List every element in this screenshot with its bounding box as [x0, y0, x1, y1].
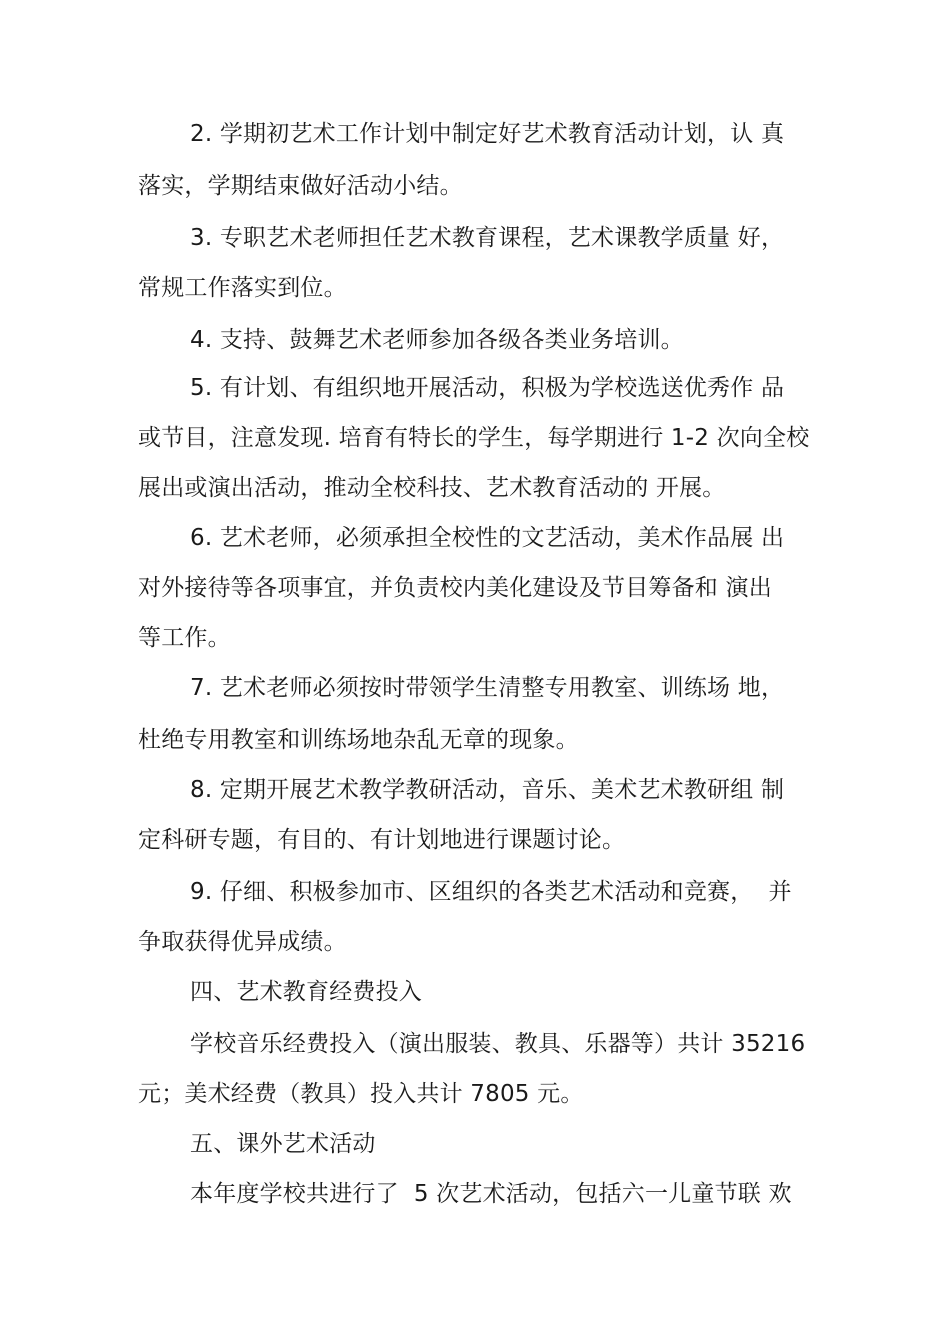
paragraph-line: 2. 学期初艺术工作计划中制定好艺术教育活动计划，认 真: [190, 121, 785, 147]
paragraph-line: 7. 艺术老师必须按时带领学生清整专用教室、训练场 地，: [190, 675, 785, 701]
paragraph-line: 4. 支持、鼓舞艺术老师参加各级各类业务培训。: [190, 327, 684, 353]
paragraph-line: 元；美术经费（教具）投入共计 7805 元。: [138, 1081, 584, 1107]
section-heading: 四、艺术教育经费投入: [190, 979, 422, 1005]
paragraph-line: 本年度学校共进行了 5 次艺术活动，包括六一儿童节联 欢: [190, 1181, 792, 1207]
paragraph-line: 或节目，注意发现. 培育有特长的学生，每学期进行 1-2 次向全校: [138, 425, 810, 451]
paragraph-line: 5. 有计划、有组织地开展活动，积极为学校选送优秀作 品: [190, 375, 785, 401]
paragraph-line: 对外接待等各项事宜，并负责校内美化建设及节目筹备和 演出: [138, 575, 772, 601]
paragraph-line: 学校音乐经费投入（演出服装、教具、乐器等）共计 35216: [190, 1031, 806, 1057]
paragraph-line: 9. 仔细、积极参加市、区组织的各类艺术活动和竞赛， 并: [190, 879, 792, 905]
paragraph-line: 3. 专职艺术老师担任艺术教育课程，艺术课教学质量 好，: [190, 225, 785, 251]
paragraph-line: 落实，学期结束做好活动小结。: [138, 173, 463, 199]
paragraph-line: 等工作。: [138, 625, 231, 651]
section-heading: 五、课外艺术活动: [190, 1131, 376, 1157]
paragraph-line: 8. 定期开展艺术教学教研活动，音乐、美术艺术教研组 制: [190, 777, 785, 803]
paragraph-line: 定科研专题，有目的、有计划地进行课题讨论。: [138, 827, 626, 853]
paragraph-line: 常规工作落实到位。: [138, 275, 347, 301]
paragraph-line: 展出或演出活动，推动全校科技、艺术教育活动的 开展。: [138, 475, 726, 501]
paragraph-line: 争取获得优异成绩。: [138, 929, 347, 955]
paragraph-line: 6. 艺术老师，必须承担全校性的文艺活动，美术作品展 出: [190, 525, 785, 551]
paragraph-line: 杜绝专用教室和训练场地杂乱无章的现象。: [138, 727, 579, 753]
